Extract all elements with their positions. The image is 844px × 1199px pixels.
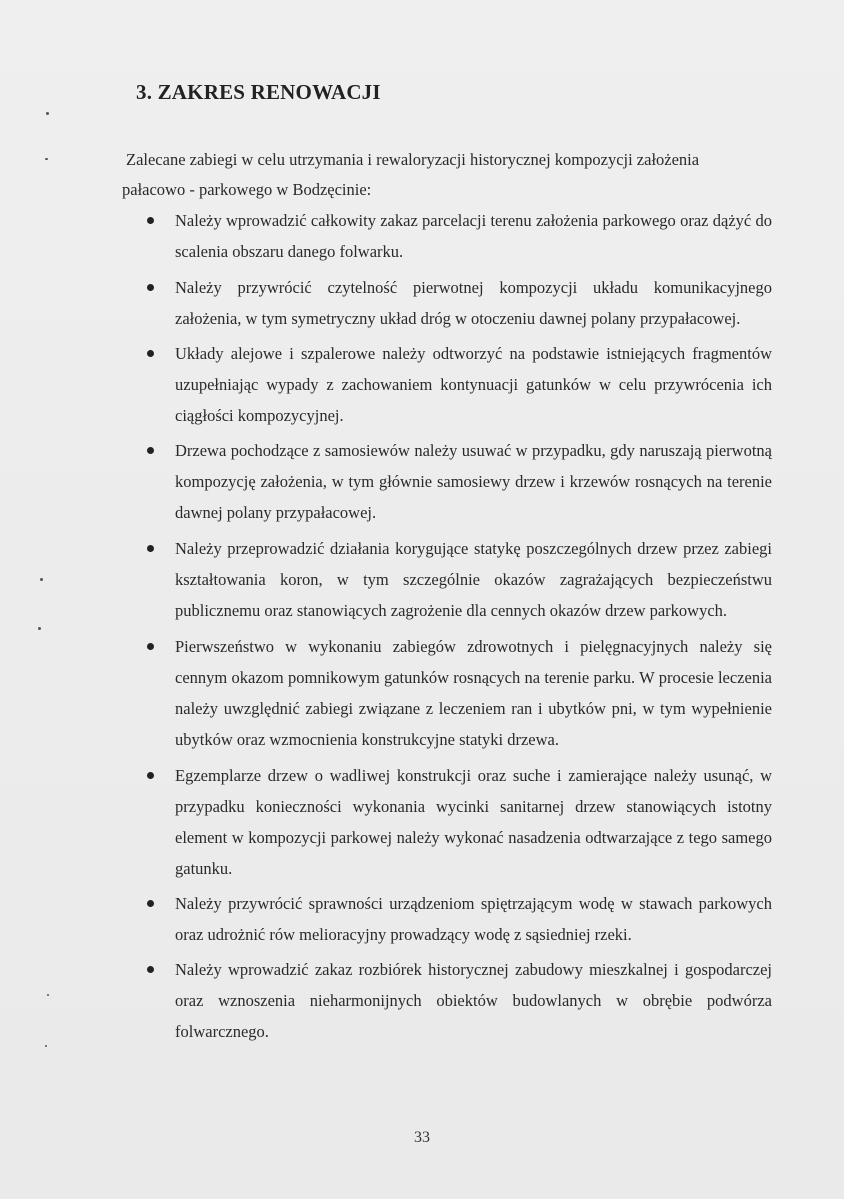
page-number: 33 <box>414 1129 430 1146</box>
scan-speck <box>45 158 48 160</box>
list-item <box>120 954 772 1047</box>
list-item <box>120 533 772 626</box>
list-item <box>120 631 772 755</box>
list-item-text: Pierwszeństwo w wykonaniu zabiegów zdrowotnych i pielęgnacyjnych należy się cennym okazom pomnikowym gatunków rosnących na terenie parku. W procesie leczenia należy uwzględnić zabiegi związane z leczeniem ran i ubytków pni, w tym wypełnienie ubytków oraz wzmocnienia konstrukcyjne statyki drzewa. <box>175 637 772 749</box>
bullet-icon <box>147 350 154 357</box>
list-item-text: Układy alejowe i szpalerowe należy odtworzyć na podstawie istniejących fragmentów uzupełniając wypady z zachowaniem kontynuacji gatunków w celu przywrócenia ich ciągłości kompozycyjnej. <box>175 344 772 425</box>
scan-speck <box>47 994 49 996</box>
list-item <box>120 205 772 267</box>
bullet-icon <box>147 217 154 224</box>
bullet-icon <box>147 643 154 650</box>
list-item-text: Egzemplarze drzew o wadliwej konstrukcji oraz suche i zamierające należy usunąć, w przypadku konieczności wykonania wycinki sanitarnej drzew stanowiących istotny element w kompozycji parkowej należy wykonać nasadzenia odtwarzające z tego samego gatunku. <box>175 766 772 878</box>
bullet-icon <box>147 900 154 907</box>
list-item <box>120 435 772 528</box>
list-item-text: Należy wprowadzić zakaz rozbiórek historycznej zabudowy mieszkalnej i gospodarczej oraz wznoszenia nieharmonijnych obiektów budowlanych w obrębie podwórza folwarcznego. <box>175 960 772 1041</box>
list-item <box>120 272 772 334</box>
scan-speck <box>40 578 43 581</box>
bullet-icon <box>147 447 154 454</box>
scan-speck <box>38 627 41 630</box>
bullet-icon <box>147 772 154 779</box>
list-item-text: Należy wprowadzić całkowity zakaz parcelacji terenu założenia parkowego oraz dążyć do scalenia obszaru danego folwarku. <box>175 211 772 261</box>
list-item-text: Drzewa pochodzące z samosiewów należy usuwać w przypadku, gdy naruszają pierwotną kompozycję założenia, w tym głównie samosiewy drzew i krzewów rosnących na terenie dawnej polany przypałacowej. <box>175 441 772 522</box>
bullet-icon <box>147 284 154 291</box>
scan-speck <box>45 1045 47 1047</box>
list-item-text: Należy przywrócić sprawności urządzeniom spiętrzającym wodę w stawach parkowych oraz udrożnić rów melioracyjny prowadzący wodę z sąsiedniej rzeki. <box>175 894 772 944</box>
intro-line-1: Zalecane zabiegi w celu utrzymania i rewaloryzacji historycznej kompozycji założenia <box>126 150 700 169</box>
list-item-text: Należy przywrócić czytelność pierwotnej kompozycji układu komunikacyjnego założenia, w tym symetryczny układ dróg w otoczeniu dawnej polany przypałacowej. <box>175 278 772 328</box>
list-item-text: Należy przeprowadzić działania korygujące statykę poszczególnych drzew przez zabiegi kształtowania koron, w tym szczególnie okazów zagrażających bezpieczeństwu publicznemu oraz stanowiących zagrożenie dla cennych okazów drzew parkowych. <box>175 539 772 620</box>
bullet-icon <box>147 545 154 552</box>
recommendations-list <box>120 205 772 1047</box>
list-item <box>120 760 772 884</box>
section-heading: 3. ZAKRES RENOWACJI <box>136 80 381 104</box>
intro-paragraph <box>120 145 770 205</box>
list-item <box>120 888 772 950</box>
bullet-icon <box>147 966 154 973</box>
list-item <box>120 338 772 431</box>
scan-speck <box>46 112 49 115</box>
intro-line-2: pałacowo - parkowego w Bodzęcinie: <box>122 180 372 199</box>
